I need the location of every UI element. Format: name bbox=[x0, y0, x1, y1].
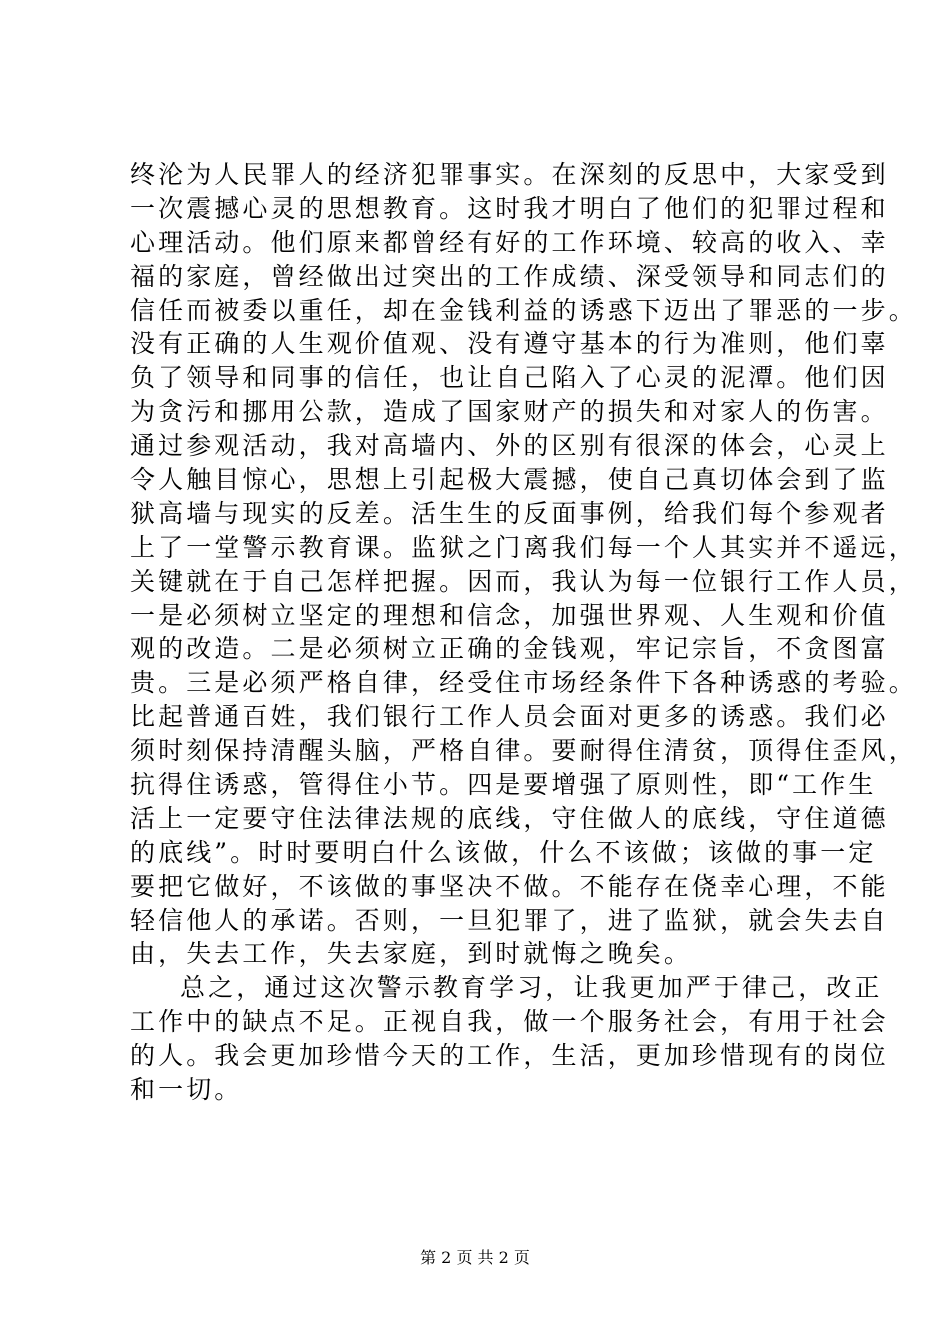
text-line: 要把它做好，不该做的事坚决不做。不能存在侥幸心理，不能 bbox=[130, 871, 889, 901]
text-line: 的底线”。时时要明白什么该做，什么不该做；该做的事一定 bbox=[130, 837, 877, 867]
text-line: 须时刻保持清醒头脑，严格自律。要耐得住清贫，顶得住歪风， bbox=[130, 736, 917, 766]
text-line: 信任而被委以重任，却在金钱利益的诱惑下迈出了罪恶的一步。 bbox=[130, 295, 917, 325]
paragraph-start-line: 总之，通过这次警示教育学习，让我更加严于律己，改正 bbox=[180, 973, 883, 1003]
text-line: 轻信他人的承诺。否则，一旦犯罪了，进了监狱，就会失去自 bbox=[130, 905, 889, 935]
text-line: 贵。三是必须严格自律，经受住市场经条件下各种诱惑的考验。 bbox=[130, 668, 917, 698]
text-line: 由，失去工作，失去家庭，到时就悔之晚矣。 bbox=[130, 939, 693, 969]
text-line: 活上一定要守住法律法规的底线，守住做人的底线，守住道德 bbox=[130, 803, 889, 833]
text-line: 令人触目惊心，思想上引起极大震撼，使自己真切体会到了监 bbox=[130, 465, 889, 495]
text-line: 比起普通百姓，我们银行工作人员会面对更多的诱惑。我们必 bbox=[130, 702, 889, 732]
text-line: 终沦为人民罪人的经济犯罪事实。在深刻的反思中，大家受到 bbox=[130, 160, 889, 189]
text-line: 福的家庭，曾经做出过突出的工作成绩、深受领导和同志们的 bbox=[130, 261, 889, 291]
text-line: 为贪污和挪用公款，造成了国家财产的损失和对家人的伤害。 bbox=[130, 397, 889, 427]
text-line: 观的改造。二是必须树立正确的金钱观，牢记宗旨，不贪图富 bbox=[130, 634, 889, 664]
text-line: 通过参观活动，我对高墙内、外的区别有很深的体会，心灵上 bbox=[130, 431, 889, 461]
document-body bbox=[130, 158, 917, 1107]
text-line: 狱高墙与现实的反差。活生生的反面事例，给我们每个参观者 bbox=[130, 498, 889, 528]
text-line: 负了领导和同事的信任，也让自己陷入了心灵的泥潭。他们因 bbox=[130, 363, 889, 393]
text-line: 心理活动。他们原来都曾经有好的工作环境、较高的收入、幸 bbox=[130, 227, 889, 257]
text-line: 上了一堂警示教育课。监狱之门离我们每一个人其实并不遥远， bbox=[130, 532, 917, 562]
text-line: 关键就在于自己怎样把握。因而，我认为每一位银行工作人员， bbox=[130, 566, 917, 596]
text-line: 的人。我会更加珍惜今天的工作，生活，更加珍惜现有的岗位 bbox=[130, 1041, 889, 1071]
text-line: 没有正确的人生观价值观、没有遵守基本的行为准则，他们辜 bbox=[130, 329, 889, 359]
text-line: 工作中的缺点不足。正视自我，做一个服务社会，有用于社会 bbox=[130, 1007, 889, 1037]
text-line: 抗得住诱惑，管得住小节。四是要增强了原则性，即“工作生 bbox=[130, 770, 877, 800]
text-line: 和一切。 bbox=[130, 1075, 243, 1105]
text-line: 一是必须树立坚定的理想和信念，加强世界观、人生观和价值 bbox=[130, 600, 889, 630]
text-line: 一次震撼心灵的思想教育。这时我才明白了他们的犯罪过程和 bbox=[130, 193, 889, 223]
page-number-footer: 第 2 页 共 2 页 bbox=[420, 1248, 530, 1267]
